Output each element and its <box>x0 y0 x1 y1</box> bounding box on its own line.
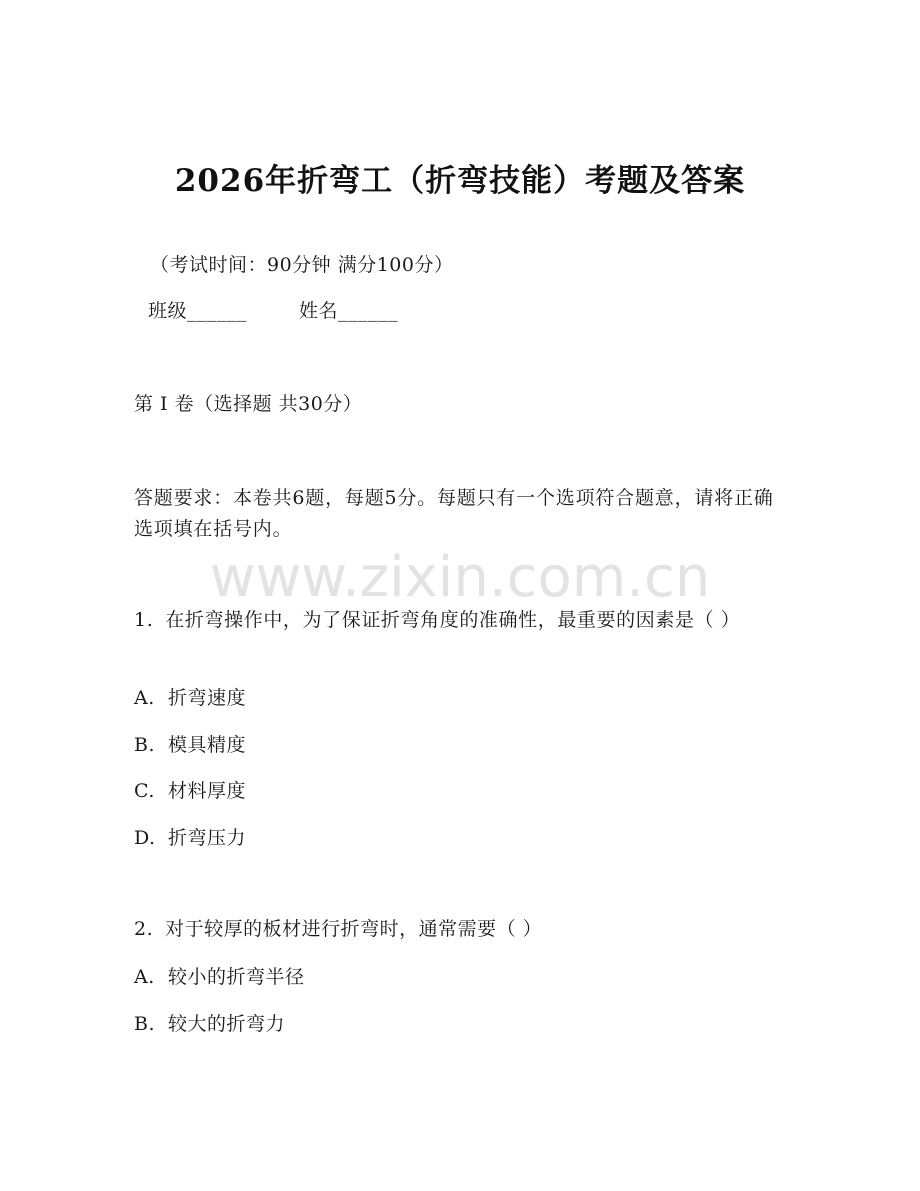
student-info <box>148 298 398 324</box>
option-text: 折弯速度 <box>168 687 247 709</box>
name-field: 姓名______ <box>299 300 399 322</box>
question-1-stem <box>134 606 774 634</box>
option-text: 较大的折弯力 <box>168 1013 286 1035</box>
option-letter: B. <box>134 1013 156 1035</box>
question-1-option-b <box>134 732 246 758</box>
instructions: 答题要求：本卷共6题，每题5分。每题只有一个选项符合题意，请将正确选项填在括号内。 <box>134 487 774 540</box>
watermark: www.zixin.com.cn <box>209 545 711 610</box>
option-letter: B. <box>134 734 156 756</box>
question-1-option-c <box>134 778 246 804</box>
exam-info: （考试时间：90分钟 满分100分） <box>150 254 454 276</box>
option-letter: A. <box>134 687 155 709</box>
question-2-option-b <box>134 1011 285 1037</box>
section-title: 第 I 卷（选择题 共30分） <box>134 393 363 415</box>
option-text: 材料厚度 <box>168 780 247 802</box>
option-letter: C. <box>134 780 155 802</box>
question-1-text: 在折弯操作中，为了保证折弯角度的准确性，最重要的因素是（ ） <box>165 609 741 631</box>
option-letter: D. <box>134 827 156 849</box>
question-2-text: 对于较厚的板材进行折弯时，通常需要（ ） <box>165 918 543 940</box>
question-2-option-a <box>134 964 305 990</box>
document-title: 2026年折弯工（折弯技能）考题及答案 <box>174 163 746 199</box>
question-1-number: 1. <box>134 609 154 631</box>
option-text: 模具精度 <box>168 734 247 756</box>
question-1-option-d <box>134 825 246 851</box>
question-2-stem <box>134 916 542 942</box>
option-letter: A. <box>134 966 155 988</box>
option-text: 折弯压力 <box>168 827 247 849</box>
question-1-option-a <box>134 685 246 711</box>
class-field: 班级______ <box>148 300 248 322</box>
option-text: 较小的折弯半径 <box>168 966 305 988</box>
question-2-number: 2. <box>134 918 154 940</box>
